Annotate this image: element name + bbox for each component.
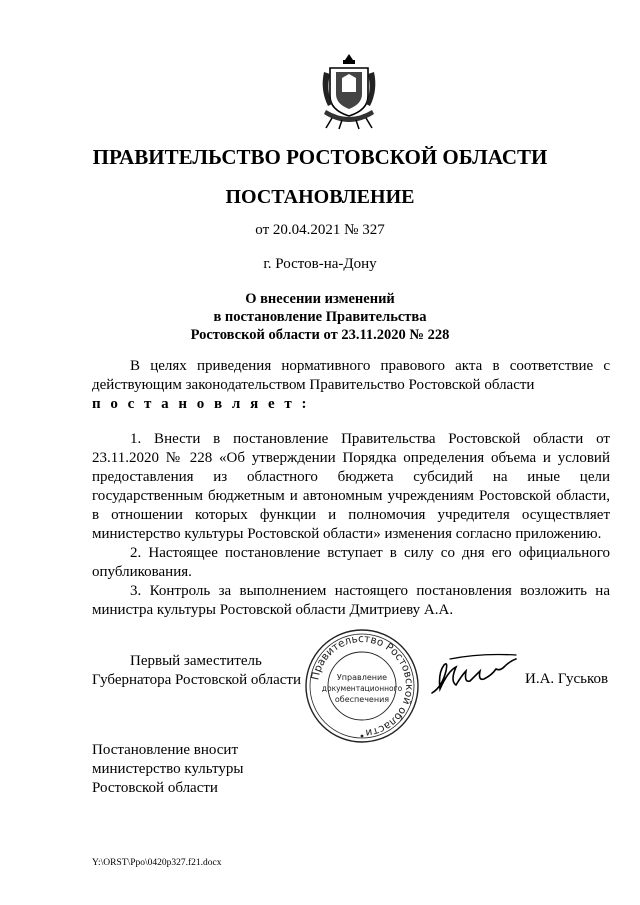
introduced-line: министерство культуры	[92, 761, 244, 777]
file-path: Y:\ORST\Ppo\0420p327.f21.docx	[92, 858, 222, 868]
official-seal	[302, 626, 422, 746]
document-type: ПОСТАНОВЛЕНИЕ	[225, 186, 415, 208]
seal-center-line: документационного	[321, 684, 403, 693]
introduced-by	[92, 741, 244, 798]
point-1: 1. Внести в постановление Правительства Ростовской области от 23.11.2020 № 228 «Об утверждении Порядка определения объема и условий предоставления из областного бюджета субсидий на иные цели государственным бюджетным и автономным учреждениям Ростовской области, в отношении которых функции и полномочия учредителя осуществляет министерство культуры Ростовской области» изменения согласно приложению.	[92, 431, 610, 542]
seal-center-line: Управление	[336, 673, 388, 682]
resolves-word: п о с т а н о в л я е т :	[92, 396, 310, 412]
document-heading	[0, 290, 640, 344]
position-line: Первый заместитель	[130, 653, 262, 669]
signatory-name: И.А. Гуськов	[525, 671, 609, 687]
handwritten-signature	[430, 653, 520, 699]
heading-line: в постановление Правительства	[213, 309, 427, 325]
point-3: 3. Контроль за выполнением настоящего постановления возложить на министра культуры Ростовской области Дмитриеву А.А.	[92, 583, 610, 618]
seal-center-line: обеспечения	[334, 695, 390, 704]
signatory-position	[92, 652, 301, 690]
heading-line: Ростовской области от 23.11.2020 № 228	[190, 327, 450, 343]
introduced-line: Ростовской области	[92, 780, 218, 796]
position-line: Губернатора Ростовской области	[92, 672, 302, 688]
point-2: 2. Настоящее постановление вступает в силу со дня его официального опубликования.	[92, 545, 610, 580]
city: г. Ростов-на-Дону	[263, 256, 377, 272]
resolution-points	[92, 430, 610, 620]
preamble-text: В целях приведения нормативного правового акта в соответствие с действующим законодательством Правительство Ростовской области	[92, 358, 610, 393]
preamble	[92, 357, 610, 414]
government-title: ПРАВИТЕЛЬСТВО РОСТОВСКОЙ ОБЛАСТИ	[92, 145, 548, 169]
introduced-line: Постановление вносит	[92, 742, 239, 758]
seal-ring-text: Правительство Ростовской области	[309, 632, 416, 739]
coat-of-arms-emblem	[318, 52, 380, 130]
date-number: от 20.04.2021 № 327	[255, 222, 385, 238]
heading-line: О внесении изменений	[245, 291, 395, 307]
